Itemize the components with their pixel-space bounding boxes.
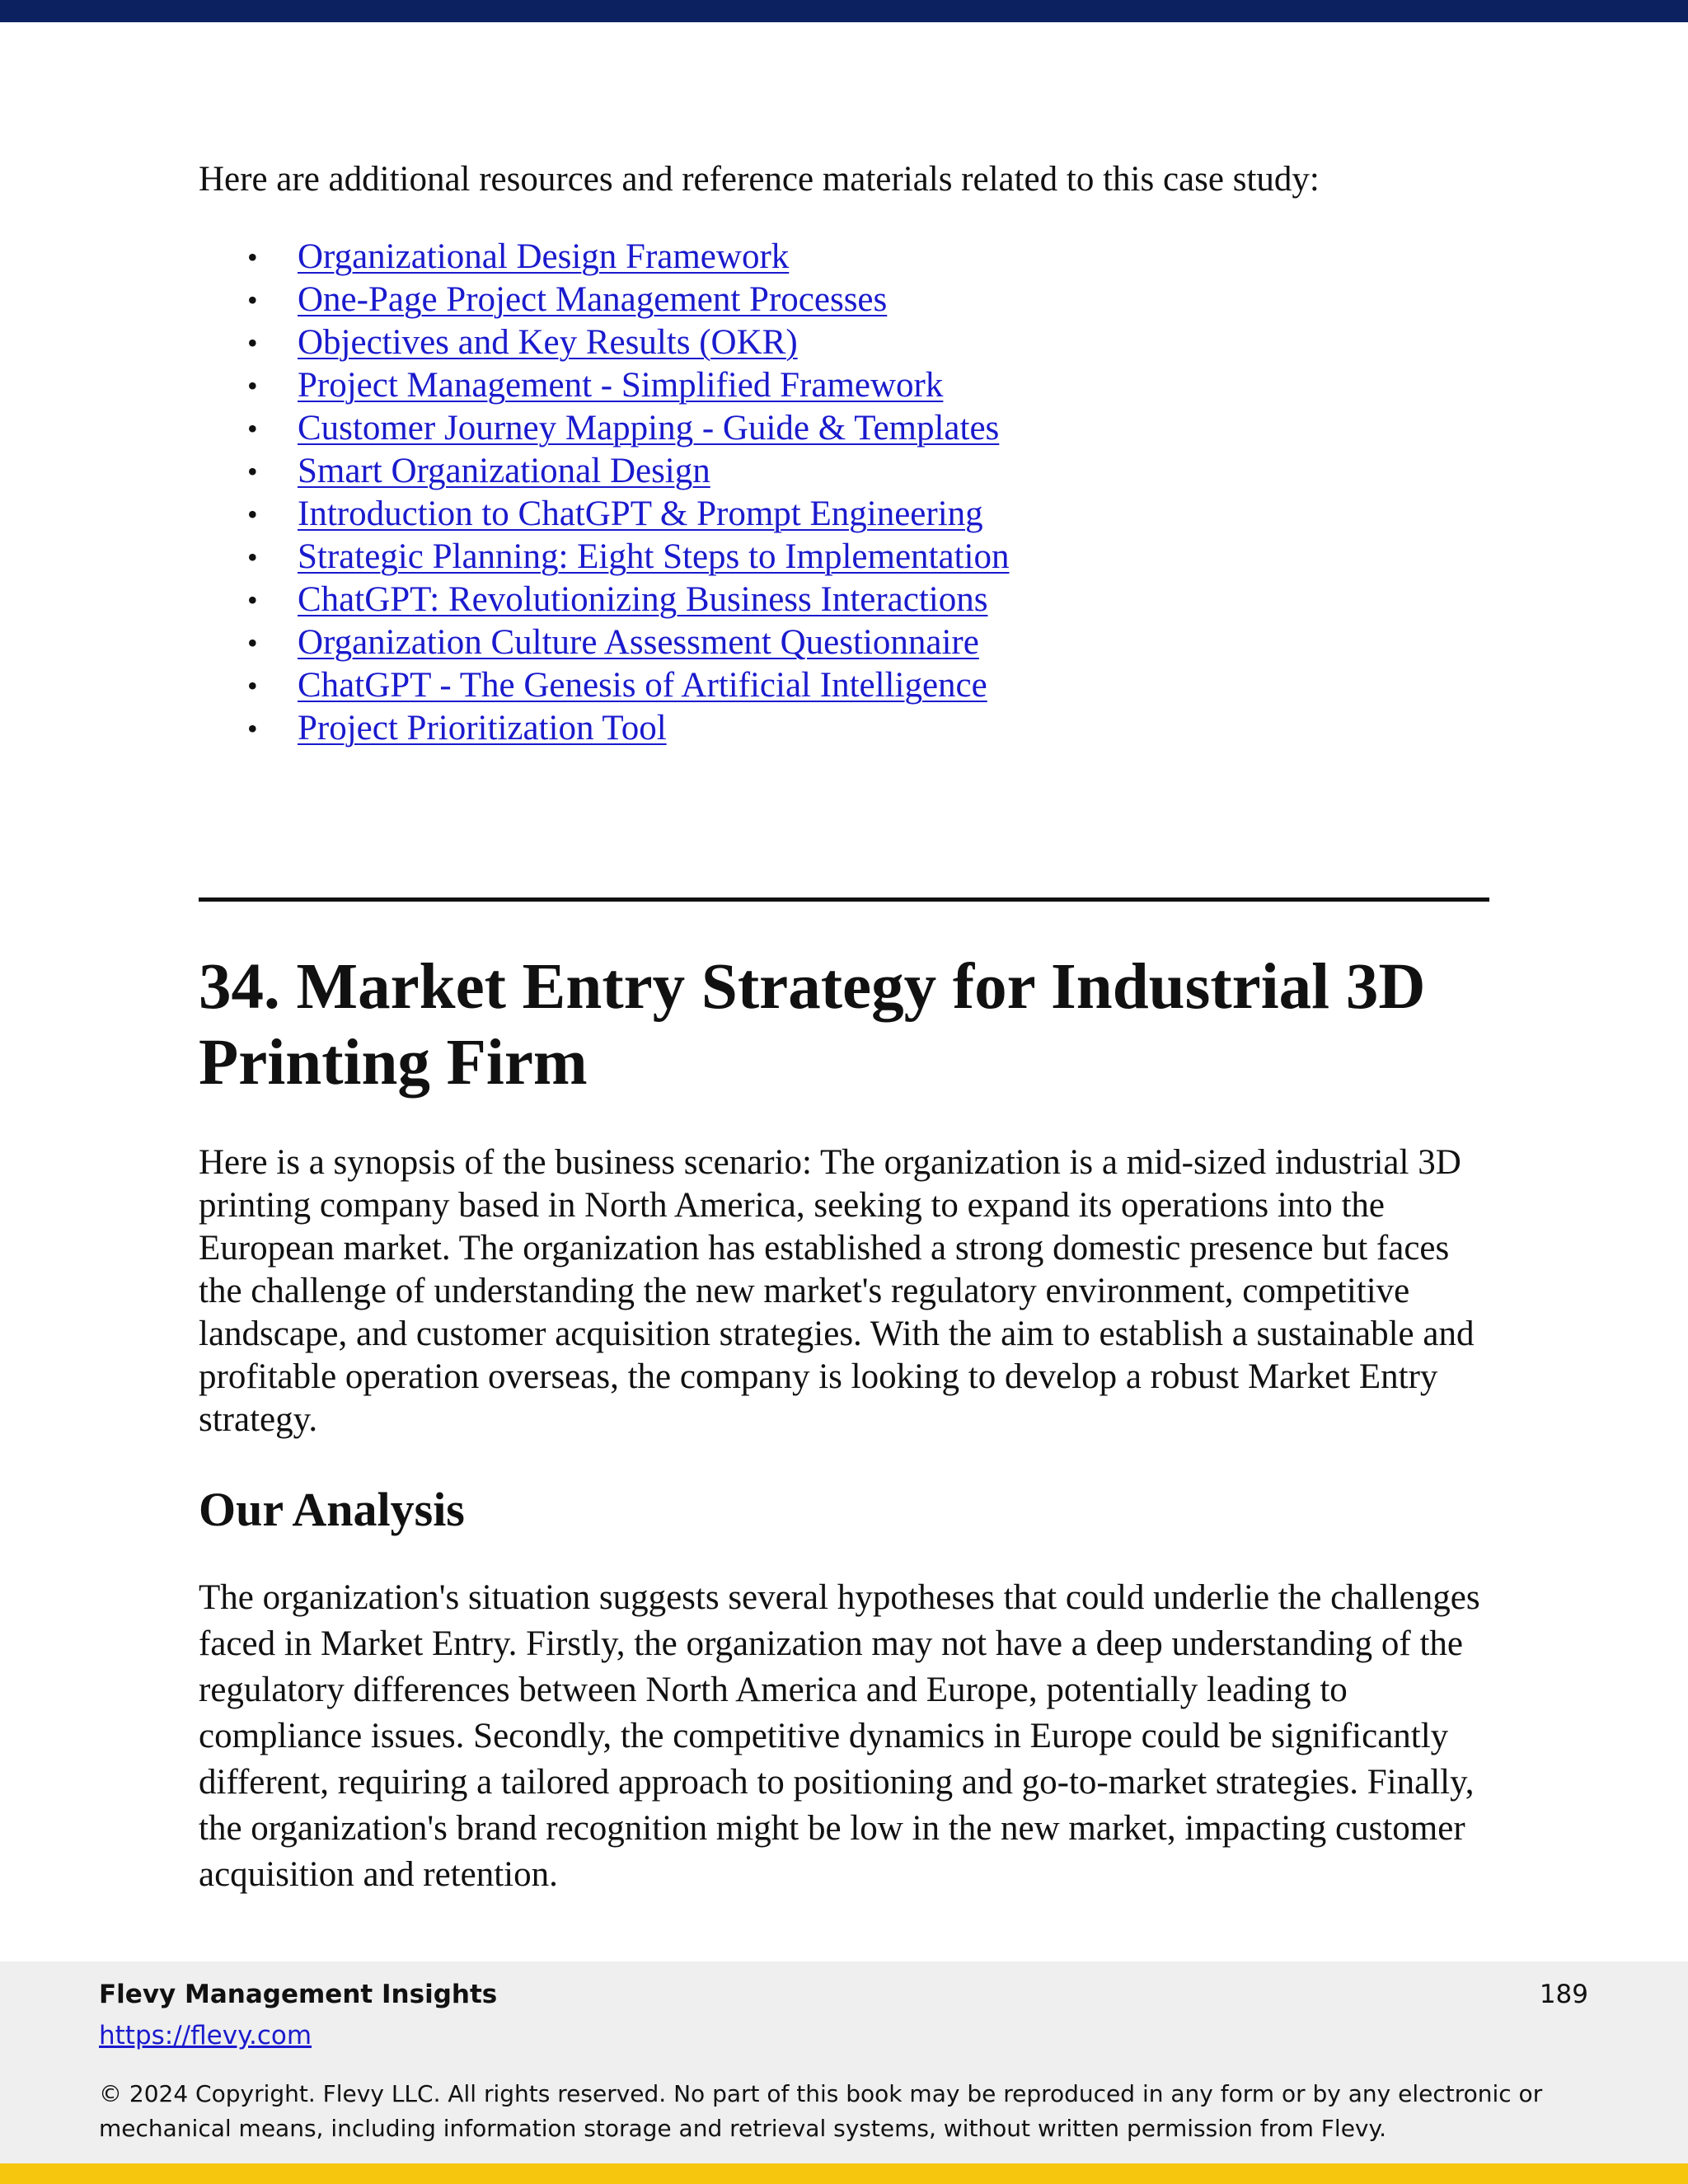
analysis-body: The organization's situation suggests several hypotheses that could underlie the challenges faced in Market Entry. Firstly, the organization may not have a deep understanding of the regulatory differences between North America and Europe, potentially leading to compliance issues. Secondly, the competitive dynamics in Europe could be significantly different, requiring a tailored approach to positioning and go-to-market strategies. Finally, the organization's brand recognition might be low in the new market, impacting customer acquisition and retention. xyxy=(199,1578,1480,1894)
resource-link[interactable]: Objectives and Key Results (OKR) xyxy=(298,323,798,362)
resource-link[interactable]: Project Prioritization Tool xyxy=(298,709,667,748)
bullet-icon: • xyxy=(247,541,258,574)
resource-link[interactable]: Customer Journey Mapping - Guide & Templates xyxy=(298,409,1000,448)
list-item xyxy=(199,664,1493,707)
resources-section xyxy=(199,157,1493,750)
bullet-icon: • xyxy=(247,626,258,659)
bullet-icon: • xyxy=(247,284,258,316)
list-item xyxy=(199,407,1493,450)
resource-link[interactable]: ChatGPT - The Genesis of Artificial Intelligence xyxy=(298,666,987,705)
section-divider xyxy=(199,898,1489,902)
list-item xyxy=(199,279,1493,321)
list-item xyxy=(199,450,1493,493)
analysis-heading: Our Analysis xyxy=(199,1483,465,1536)
resource-link[interactable]: One-Page Project Management Processes xyxy=(298,280,888,319)
list-item xyxy=(199,364,1493,407)
case-synopsis: Here is a synopsis of the business scenario: The organization is a mid-sized industrial 3D printing company based in North America, seeking to expand its operations into the European market. The organization has established a strong domestic presence but faces the challenge of understanding the new market's regulatory environment, competitive landscape, and customer acquisition strategies. With the aim to establish a sustainable and profitable operation overseas, the company is looking to develop a robust Market Entry strategy. xyxy=(199,1143,1475,1439)
top-accent-bar xyxy=(0,0,1688,22)
footer-brand: Flevy Management Insights xyxy=(99,1980,498,2009)
bullet-icon: • xyxy=(247,455,258,488)
bullet-icon: • xyxy=(247,498,258,531)
resource-link[interactable]: Organization Culture Assessment Questionnaire xyxy=(298,623,979,662)
bullet-icon: • xyxy=(247,669,258,702)
list-item xyxy=(199,536,1493,579)
bullet-icon: • xyxy=(247,326,258,359)
list-item xyxy=(199,621,1493,664)
footer-copyright: © 2024 Copyright. Flevy LLC. All rights reserved. No part of this book may be reproduced in any form or by any electronic or mechanical means, including information storage and retrieval systems, without written permission from Flevy. xyxy=(99,2080,1543,2142)
resource-link[interactable]: Organizational Design Framework xyxy=(298,237,790,276)
resource-link[interactable]: Smart Organizational Design xyxy=(298,452,710,490)
resource-link[interactable]: Project Management - Simplified Framework xyxy=(298,366,944,405)
list-item xyxy=(199,707,1493,750)
list-item xyxy=(199,493,1493,536)
resource-link[interactable]: Introduction to ChatGPT & Prompt Engineering xyxy=(298,494,983,533)
resources-intro: Here are additional resources and reference materials related to this case study: xyxy=(199,160,1320,199)
bottom-accent-bar xyxy=(0,2163,1688,2184)
list-item xyxy=(199,236,1493,279)
bullet-icon: • xyxy=(247,583,258,616)
bullet-icon: • xyxy=(247,412,258,445)
page-footer xyxy=(0,1961,1688,2163)
bullet-icon: • xyxy=(247,241,258,274)
footer-url-link[interactable]: https://flevy.com xyxy=(99,2021,312,2050)
case-title: 34. Market Entry Strategy for Industrial 3D Printing Firm xyxy=(199,951,1426,1099)
bullet-icon: • xyxy=(247,369,258,402)
bullet-icon: • xyxy=(247,712,258,745)
list-item xyxy=(199,321,1493,364)
list-item xyxy=(199,579,1493,621)
resources-list xyxy=(199,236,1493,750)
resource-link[interactable]: Strategic Planning: Eight Steps to Implementation xyxy=(298,537,1010,576)
resource-link[interactable]: ChatGPT: Revolutionizing Business Interactions xyxy=(298,580,988,619)
page-number: 189 xyxy=(1539,1980,1588,2009)
